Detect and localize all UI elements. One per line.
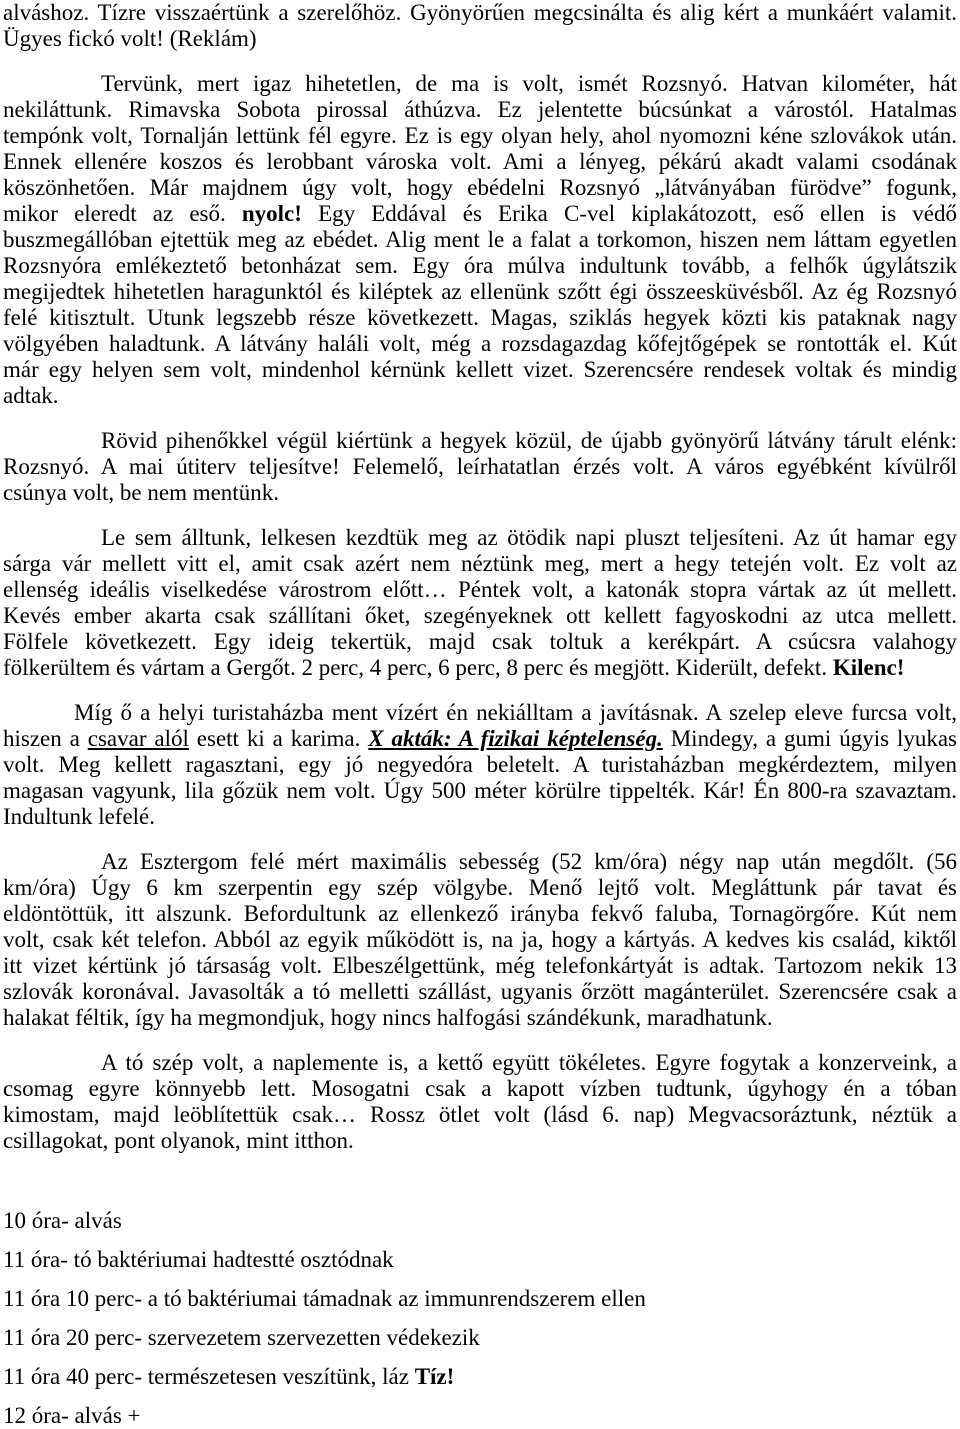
text-line: Le sem álltunk, lelkesen kezdtük meg az ötödik napi pluszt teljesíteni. Az út hamar egy [101,525,957,550]
text-line: csúnya volt, be nem mentünk. [3,480,279,505]
text-line: szlovák koronával. Javasolták a tó melletti szállást, ugyanis őrzött magánterület. Szerencsére csak a [3,979,957,1004]
time-schedule-list [3,1209,957,1428]
text-line: völgyében haladtunk. A látvány haláli volt, még a rozsdagazdag kőfejtőgépek se rontották el. Kút [3,331,957,356]
text-line: köszönhetően. Már majdnem úgy volt, hogy ebédelni Rozsnyó „látványában fürödve” fogunk, [3,175,957,200]
text-line: csillagokat, pont olyanok, mint itthon. [3,1128,354,1153]
text-segment: Egy Eddával és Erika C-vel kiplakátozott, eső ellen is védő [301,201,957,226]
paragraph [3,849,957,1031]
schedule-item: 11 óra 20 perc- szervezetem szervezetten védekezik [3,1325,480,1350]
paragraph [3,1050,957,1154]
text-line: eldöntöttük, itt alszunk. Befordultunk az ellenkező irányba fekvő faluba, Tornagörgőre. Kút nem [3,901,957,926]
text-line: nekiláttunk. Rimavska Sobota pirossal áthúzva. Ez jelentette búcsúnkat a várostól. Hatalmas [3,97,957,122]
bold-italic-underlined-text: X akták: A fizikai képtelenség. [368,726,663,751]
bold-text: Tíz! [414,1364,455,1389]
text-line: A tó szép volt, a naplemente is, a kettő együtt tökéletes. Egyre fogytak a konzerveink, a [101,1050,957,1075]
text-line: Indultunk lefelé. [3,804,156,829]
schedule-item: 10 óra- alvás [3,1208,122,1233]
text-line: Fölfele következett. Egy ideig tekertük, majd csak toltuk a kerékpárt. A csúcsra valahogy [3,629,957,654]
text-line: halakat féltik, így ha megmondjuk, hogy nincs halfogási szándékunk, maradhatunk. [3,1005,773,1030]
text-line: tempónk volt, Tornalján lettünk fél egyre. Ez is egy olyan hely, ahol nyomozni kéne szlovákok után. [3,123,957,148]
text-line: alváshoz. Tízre visszaértünk a szerelőhöz. Gyönyörűen megcsinálta és alig kért a munkáért valamit. [3,0,957,25]
text-segment: mikor eleredt az eső. [3,201,242,226]
text-line: volt. Meg kellett ragasztani, egy jó negyedóra beletelt. A turistaházban megkérdeztem, milyen [3,752,957,777]
text-segment: 11 óra 40 perc- természetesen veszítünk, láz [3,1364,415,1389]
text-line: volt, csak két telefon. Abból az egyik működött is, na ja, hogy a kártyás. A kedves kis család, kiktől [3,927,957,952]
text-line: Ügyes fickó volt! (Reklám) [3,26,257,51]
text-line: megijedtek hihetetlen haragunktól és kiléptek az ellenünk szőtt égi összeesküvésből. Az ég Rozsnyó [3,279,957,304]
text-line: ellenség ideális viselkedése várostrom előtt… Péntek volt, a katonák stopra vártak az út mellett. [3,577,957,602]
text-line: buszmegállóban ejtettük meg az ebédet. Alig ment le a falat a torkomon, hiszen nem láttam egyetlen [3,227,957,252]
paragraph [3,525,957,681]
text-line: Rozsnyóra emlékeztető betonházat sem. Egy óra múlva indultunk tovább, a felhők úgylátszik [3,253,957,278]
text-line [3,201,957,227]
text-line: Tervünk, mert igaz hihetetlen, de ma is volt, ismét Rozsnyó. Hatvan kilométer, hát [101,71,957,96]
text-line: Az Esztergom felé mért maximális sebesség (52 km/óra) négy nap után megdőlt. (56 [101,849,957,874]
schedule-item: 12 óra- alvás + [3,1403,141,1428]
schedule-item: 11 óra- tó baktériumai hadtestté osztódnak [3,1247,394,1272]
text-line: Rövid pihenőkkel végül kiértünk a hegyek közül, de újabb gyönyörű látvány tárult elénk: [101,428,957,453]
underlined-text: csavar alól [87,726,189,751]
text-line [3,726,957,752]
bold-text: nyolc! [241,201,302,226]
text-line: sárga vár mellett vitt el, amit csak azért nem néztünk meg, mert a hegy tetején volt. Ez volt az [3,551,957,576]
paragraph [3,700,957,830]
schedule-item: 11 óra 10 perc- a tó baktériumai támadnak az immunrendszerem ellen [3,1286,646,1311]
paragraph [3,0,957,52]
text-line: csomag egyre könnyebb lett. Mosogatni csak a kapott vízben tudtunk, úgyhogy én a tóban [3,1076,957,1101]
paragraph [3,428,957,506]
text-segment: Mindegy, a gumi úgyis lyukas [662,726,957,751]
text-line: kimostam, majd leöblítettük csak… Rossz ötlet volt (lásd 6. nap) Megvacsoráztunk, néztük a [3,1102,957,1127]
text-segment: fölkerültem és vártam a Gergőt. 2 perc, 4 perc, 6 perc, 8 perc és megjött. Kiderült, defekt. [3,655,833,680]
text-segment: hiszen a [3,726,88,751]
text-line: már egy helyen sem volt, mindenhol kérnünk kellett vizet. Szerencsére rendesek voltak és mindig [3,357,957,382]
text-line: Kevés ember akarta csak szállítani őket, szegényeknek ott kellett fagyoskodni az utca mellett. [3,603,957,628]
text-line: magasan vagyunk, lila gőzük nem volt. Úgy 500 méter körülre tippelték. Kár! Én 800-ra szavaztam. [3,778,957,803]
paragraph [3,71,957,409]
text-line [3,655,957,681]
text-line: Míg ő a helyi turistaházba ment vízért én nekiálltam a javításnak. A szelep eleve furcsa volt, [74,700,957,725]
schedule-item [3,1365,957,1389]
text-line: adtak. [3,383,59,408]
text-line: km/óra) Úgy 6 km szerpentin egy szép völgybe. Menő lejtő volt. Megláttunk pár tavat és [3,875,957,900]
text-line: itt vizet kértünk jó társaság volt. Elbeszélgettünk, még telefonkártyát is adtak. Tartozom nekik 13 [3,953,957,978]
text-segment: esett ki a karima. [188,726,369,751]
text-line: Ennek ellenére koszos és lerobbant városka volt. Ami a lényeg, pékárú akadt valami csodának [3,149,957,174]
bold-text: Kilenc! [832,655,905,680]
text-line: felé kitisztult. Utunk legszebb része következett. Magas, sziklás hegyek közti kis pataknak nagy [3,305,957,330]
text-line: Rozsnyó. A mai útiterv teljesítve! Felemelő, leírhatatlan érzés volt. A város egyébként kívülről [3,454,957,479]
